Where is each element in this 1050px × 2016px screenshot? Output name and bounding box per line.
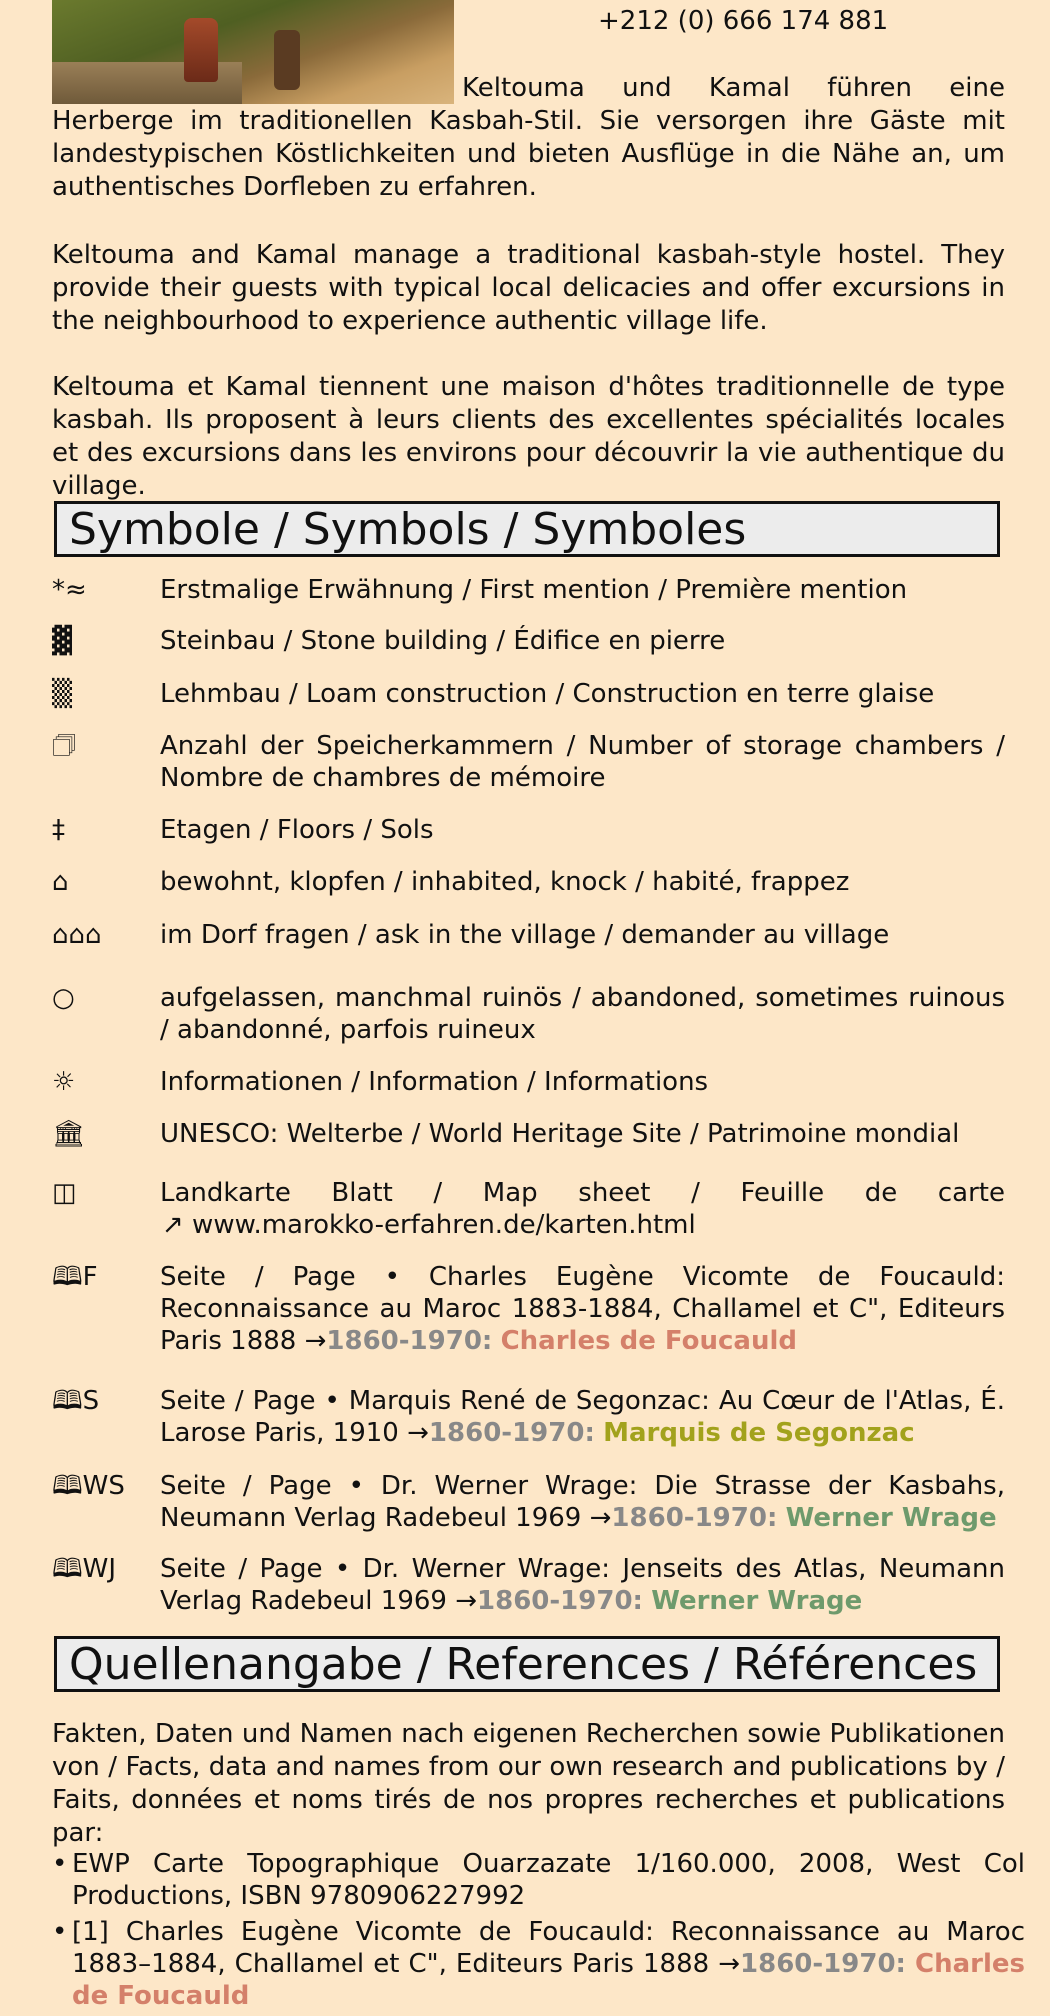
arrow-icon: → bbox=[589, 1503, 612, 1533]
contact-phone: +212 (0) 666 174 881 bbox=[598, 6, 889, 36]
symbols-heading: Symbole / Symbols / Symboles bbox=[54, 501, 1000, 557]
map-sheet-link[interactable]: ↗ www.marokko-erfahren.de/karten.html bbox=[162, 1210, 696, 1240]
first-mention-icon: *≈ bbox=[52, 575, 87, 605]
village-houses-icon: ⌂⌂⌂ bbox=[52, 920, 102, 950]
reference-text: [1] Charles Eugène Vicomte de Foucauld: Reconnaissance au Maroc 1883–1884, Challamel et C", Editeurs Paris 1888 bbox=[72, 1917, 1025, 1979]
symbol-label: Etagen / Floors / Sols bbox=[160, 815, 434, 845]
book-icon: 🕮WJ bbox=[52, 1554, 117, 1584]
arrow-icon: → bbox=[304, 1326, 327, 1356]
book-icon: 🕮WS bbox=[52, 1471, 125, 1501]
years-link[interactable]: 1860-1970: bbox=[477, 1586, 643, 1616]
reference-text: EWP Carte Topographique Ouarzazate 1/160.000, 2008, West Col Productions, ISBN 9780906227992 bbox=[72, 1849, 1025, 1911]
symbol-label: bewohnt, klopfen / inhabited, knock / habité, frappez bbox=[160, 867, 850, 897]
intro-de: Keltouma und Kamal führen eine Herberge im traditionellen Kasbah-Stil. Sie versorgen ihre Gäste mit landestypischen Köstlichkeiten und bieten Ausflüge in die Nähe an, um authentisches Dorfleben zu erfahren. bbox=[52, 73, 1005, 202]
references-intro: Fakten, Daten und Namen nach eigenen Recherchen sowie Publikationen von / Facts, data and names from our own research and publications by / Faits, données et noms tirés de nos propres recherches et publications par: bbox=[52, 1719, 1005, 1848]
symbol-label: Lehmbau / Loam construction / Construction en terre glaise bbox=[160, 679, 935, 709]
symbol-label: Erstmalige Erwähnung / First mention / Première mention bbox=[160, 575, 908, 605]
book-icon: 🕮F bbox=[52, 1262, 98, 1292]
stone-building-icon: ▓ bbox=[52, 626, 72, 656]
symbol-label: im Dorf fragen / ask in the village / demander au village bbox=[160, 920, 890, 950]
years-link[interactable]: 1860-1970: bbox=[740, 1949, 906, 1979]
symbol-label: aufgelassen, manchmal ruinös / abandoned, sometimes ruinous / abandonné, parfois ruineux bbox=[160, 983, 1005, 1045]
symbol-label bbox=[160, 1470, 1005, 1534]
symbol-label bbox=[160, 1385, 1005, 1449]
author-link[interactable]: Charles de Foucauld bbox=[500, 1326, 797, 1356]
map-sheet-icon: ◫ bbox=[52, 1178, 77, 1208]
references-heading: Quellenangabe / References / Références bbox=[54, 1636, 1000, 1692]
symbol-label: Steinbau / Stone building / Édifice en pierre bbox=[160, 626, 726, 656]
arrow-icon: → bbox=[455, 1586, 478, 1616]
ref-text: Seite / Page • Charles Eugène Vicomte de Foucauld: Reconnaissance au Maroc 1883-1884, Challamel et C", Editeurs Paris 1888 bbox=[160, 1262, 1005, 1356]
references-list bbox=[52, 1848, 1025, 2016]
symbol-label: Informationen / Information / Informations bbox=[160, 1067, 709, 1097]
ref-text: Seite / Page • Dr. Werner Wrage: Die Strasse der Kasbahs, Neumann Verlag Radebeul 1969 bbox=[160, 1471, 1005, 1533]
map-sheet-text: Landkarte Blatt / Map sheet / Feuille de carte bbox=[160, 1178, 1005, 1208]
abandoned-circle-icon: ○ bbox=[52, 983, 75, 1013]
book-icon: 🕮S bbox=[52, 1386, 100, 1416]
intro-fr: Keltouma et Kamal tiennent une maison d'hôtes traditionnelle de type kasbah. Ils proposent à leurs clients des excellentes spécialités locales et des excursions dans les environs pour découvrir la vie authentique du village. bbox=[52, 372, 1005, 501]
years-link[interactable]: 1860-1970: bbox=[611, 1503, 778, 1533]
list-item bbox=[72, 1848, 1025, 1912]
ref-text: Seite / Page • Marquis René de Segonzac: Au Cœur de l'Atlas, É. Larose Paris, 1910 bbox=[160, 1386, 1005, 1448]
house-icon: ⌂ bbox=[52, 867, 69, 897]
storage-chambers-icon: 🗇 bbox=[52, 731, 77, 761]
ref-text: Seite / Page • Dr. Werner Wrage: Jenseits des Atlas, Neumann Verlag Radebeul 1969 bbox=[160, 1554, 1005, 1616]
symbol-label bbox=[160, 1177, 1005, 1241]
years-link[interactable]: 1860-1970: bbox=[326, 1326, 493, 1356]
arrow-icon: → bbox=[718, 1949, 741, 1979]
unesco-temple-icon: 🏛 bbox=[52, 1119, 86, 1149]
author-link[interactable]: Charles de Foucauld bbox=[72, 1949, 1025, 2011]
loam-construction-icon: ▒ bbox=[52, 679, 72, 709]
symbol-label bbox=[160, 1261, 1005, 1357]
symbol-label: Anzahl der Speicherkammern / Number of storage chambers / Nombre de chambres de mémoire bbox=[160, 731, 1005, 793]
sun-info-icon: ☼ bbox=[52, 1067, 76, 1097]
years-link[interactable]: 1860-1970: bbox=[428, 1418, 595, 1448]
intro-en: Keltouma and Kamal manage a traditional kasbah-style hostel. They provide their guests with typical local delicacies and offer excursions in the neighbourhood to experience authentic village life. bbox=[52, 240, 1005, 336]
author-link[interactable]: Werner Wrage bbox=[785, 1503, 997, 1533]
symbol-label bbox=[160, 1553, 1005, 1617]
symbol-label: UNESCO: Welterbe / World Heritage Site / Patrimoine mondial bbox=[160, 1119, 960, 1149]
author-link[interactable]: Marquis de Segonzac bbox=[603, 1418, 915, 1448]
arrow-icon: → bbox=[407, 1418, 429, 1448]
list-item bbox=[72, 1916, 1025, 2012]
author-link[interactable]: Werner Wrage bbox=[651, 1586, 863, 1616]
floors-icon: ‡ bbox=[52, 815, 65, 845]
